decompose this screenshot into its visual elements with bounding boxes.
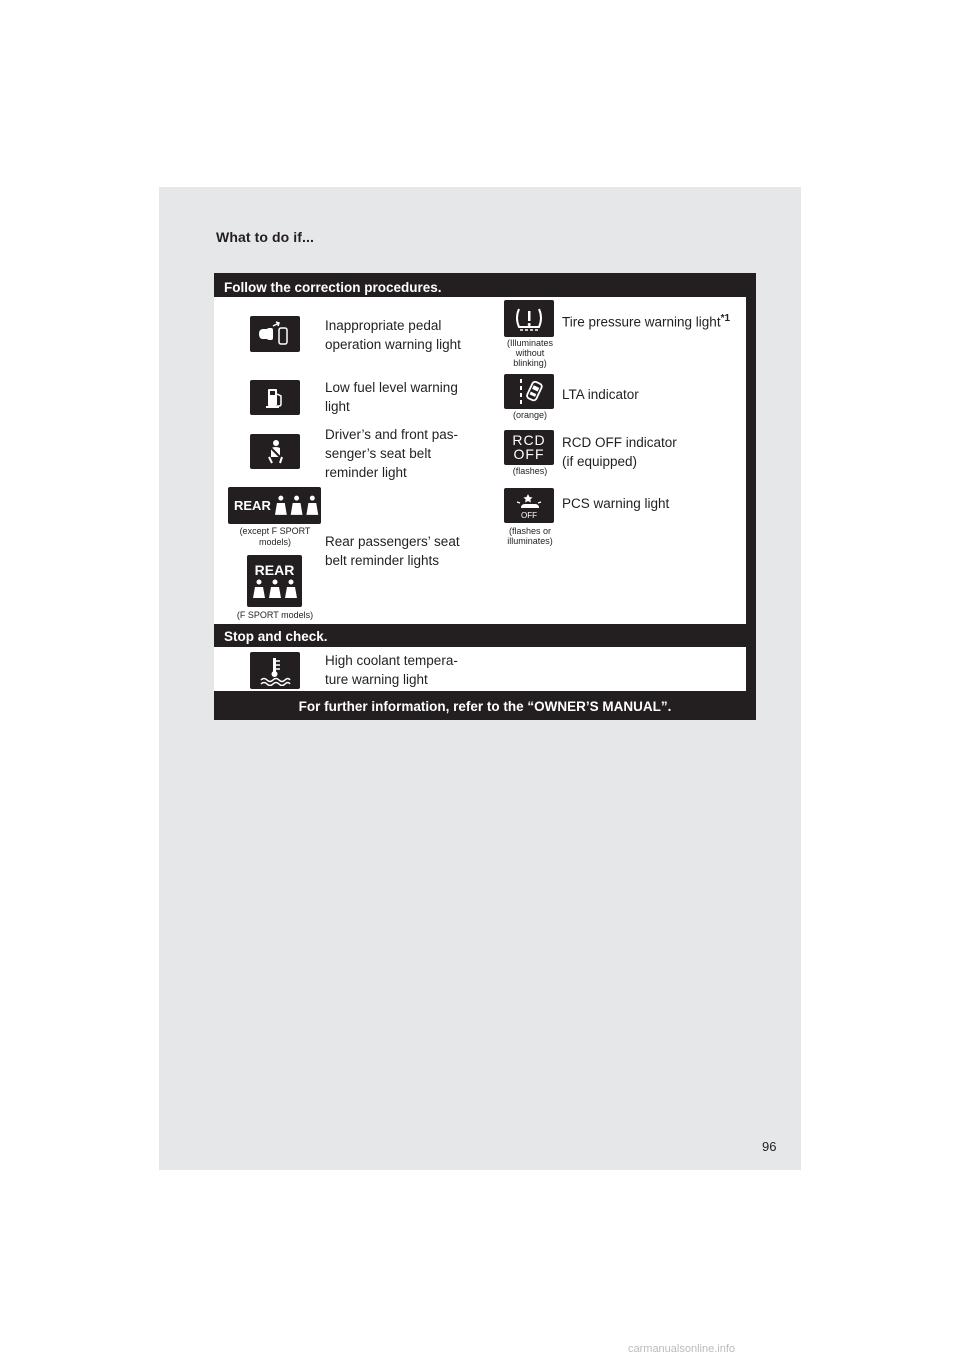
rear-note-1-line-1: (except F SPORT (239, 526, 311, 536)
pedal-warning-icon (250, 316, 300, 352)
page-heading: What to do if... (216, 229, 315, 245)
section-title-stop: Stop and check. (224, 629, 328, 644)
pedal-warning-label-2: operation warning light (325, 337, 461, 352)
tire-pressure-label (562, 309, 730, 332)
rcd-label-1: RCD OFF indicator (562, 435, 677, 450)
fuel-warning-label-2: light (325, 399, 350, 414)
coolant-label-1: High coolant tempera- (325, 653, 458, 668)
tire-note-1: (Illuminates (506, 338, 553, 348)
coolant-label-2: ture warning light (325, 672, 428, 687)
rear-seatbelt-fsport-icon (247, 555, 302, 607)
pcs-note-1: (flashes or (508, 526, 552, 536)
pcs-icon-text: OFF (521, 511, 537, 520)
rear-fsport-icon-text: REAR (254, 562, 295, 578)
rear-note-2: (F SPORT models) (236, 610, 314, 620)
fuel-pump-icon (250, 380, 300, 415)
section-title-correction: Follow the correction procedures. (224, 280, 442, 295)
seatbelt-label-1: Driver’s and front pas- (325, 427, 459, 442)
page-number: 96 (762, 1139, 777, 1154)
lane-trace-icon (504, 374, 554, 409)
rear-icon-text: REAR (234, 498, 271, 513)
tire-pressure-label-text: Tire pressure warning light (562, 314, 721, 330)
seatbelt-icon (250, 434, 300, 469)
pcs-icon (504, 488, 554, 523)
rcd-off-icon (504, 430, 554, 465)
pcs-label: PCS warning light (562, 496, 670, 511)
lta-note: (orange) (512, 410, 548, 420)
pcs-note-2: illuminates) (507, 536, 553, 546)
lta-label: LTA indicator (562, 387, 639, 402)
watermark: carmanualsonline.info (628, 1343, 736, 1355)
rear-seatbelt-icon (228, 487, 321, 524)
tire-pressure-icon (504, 300, 554, 337)
rear-note-1-line-2: models) (258, 537, 291, 547)
rear-seatbelt-label-1: Rear passengers’ seat (325, 534, 460, 549)
owners-manual-note: For further information, refer to the “OWNER’S MANUAL”. (298, 699, 672, 714)
coolant-temperature-icon (250, 652, 300, 689)
tire-note-2: without (515, 348, 545, 358)
pedal-warning-label-1: Inappropriate pedal (325, 318, 442, 333)
rcd-note: (flashes) (512, 466, 548, 476)
fuel-warning-label-1: Low fuel level warning (325, 380, 458, 395)
tire-footnote-mark: *1 (720, 313, 731, 324)
rcd-icon-line-1: RCD (512, 432, 546, 448)
seatbelt-label-3: reminder light (325, 465, 407, 480)
rcd-icon-line-2: OFF (513, 446, 545, 462)
rcd-label-2: (if equipped) (562, 454, 638, 469)
tire-note-3: blinking) (513, 358, 547, 368)
seatbelt-label-2: senger’s seat belt (325, 446, 432, 461)
rear-seatbelt-label-2: belt reminder lights (325, 553, 440, 568)
